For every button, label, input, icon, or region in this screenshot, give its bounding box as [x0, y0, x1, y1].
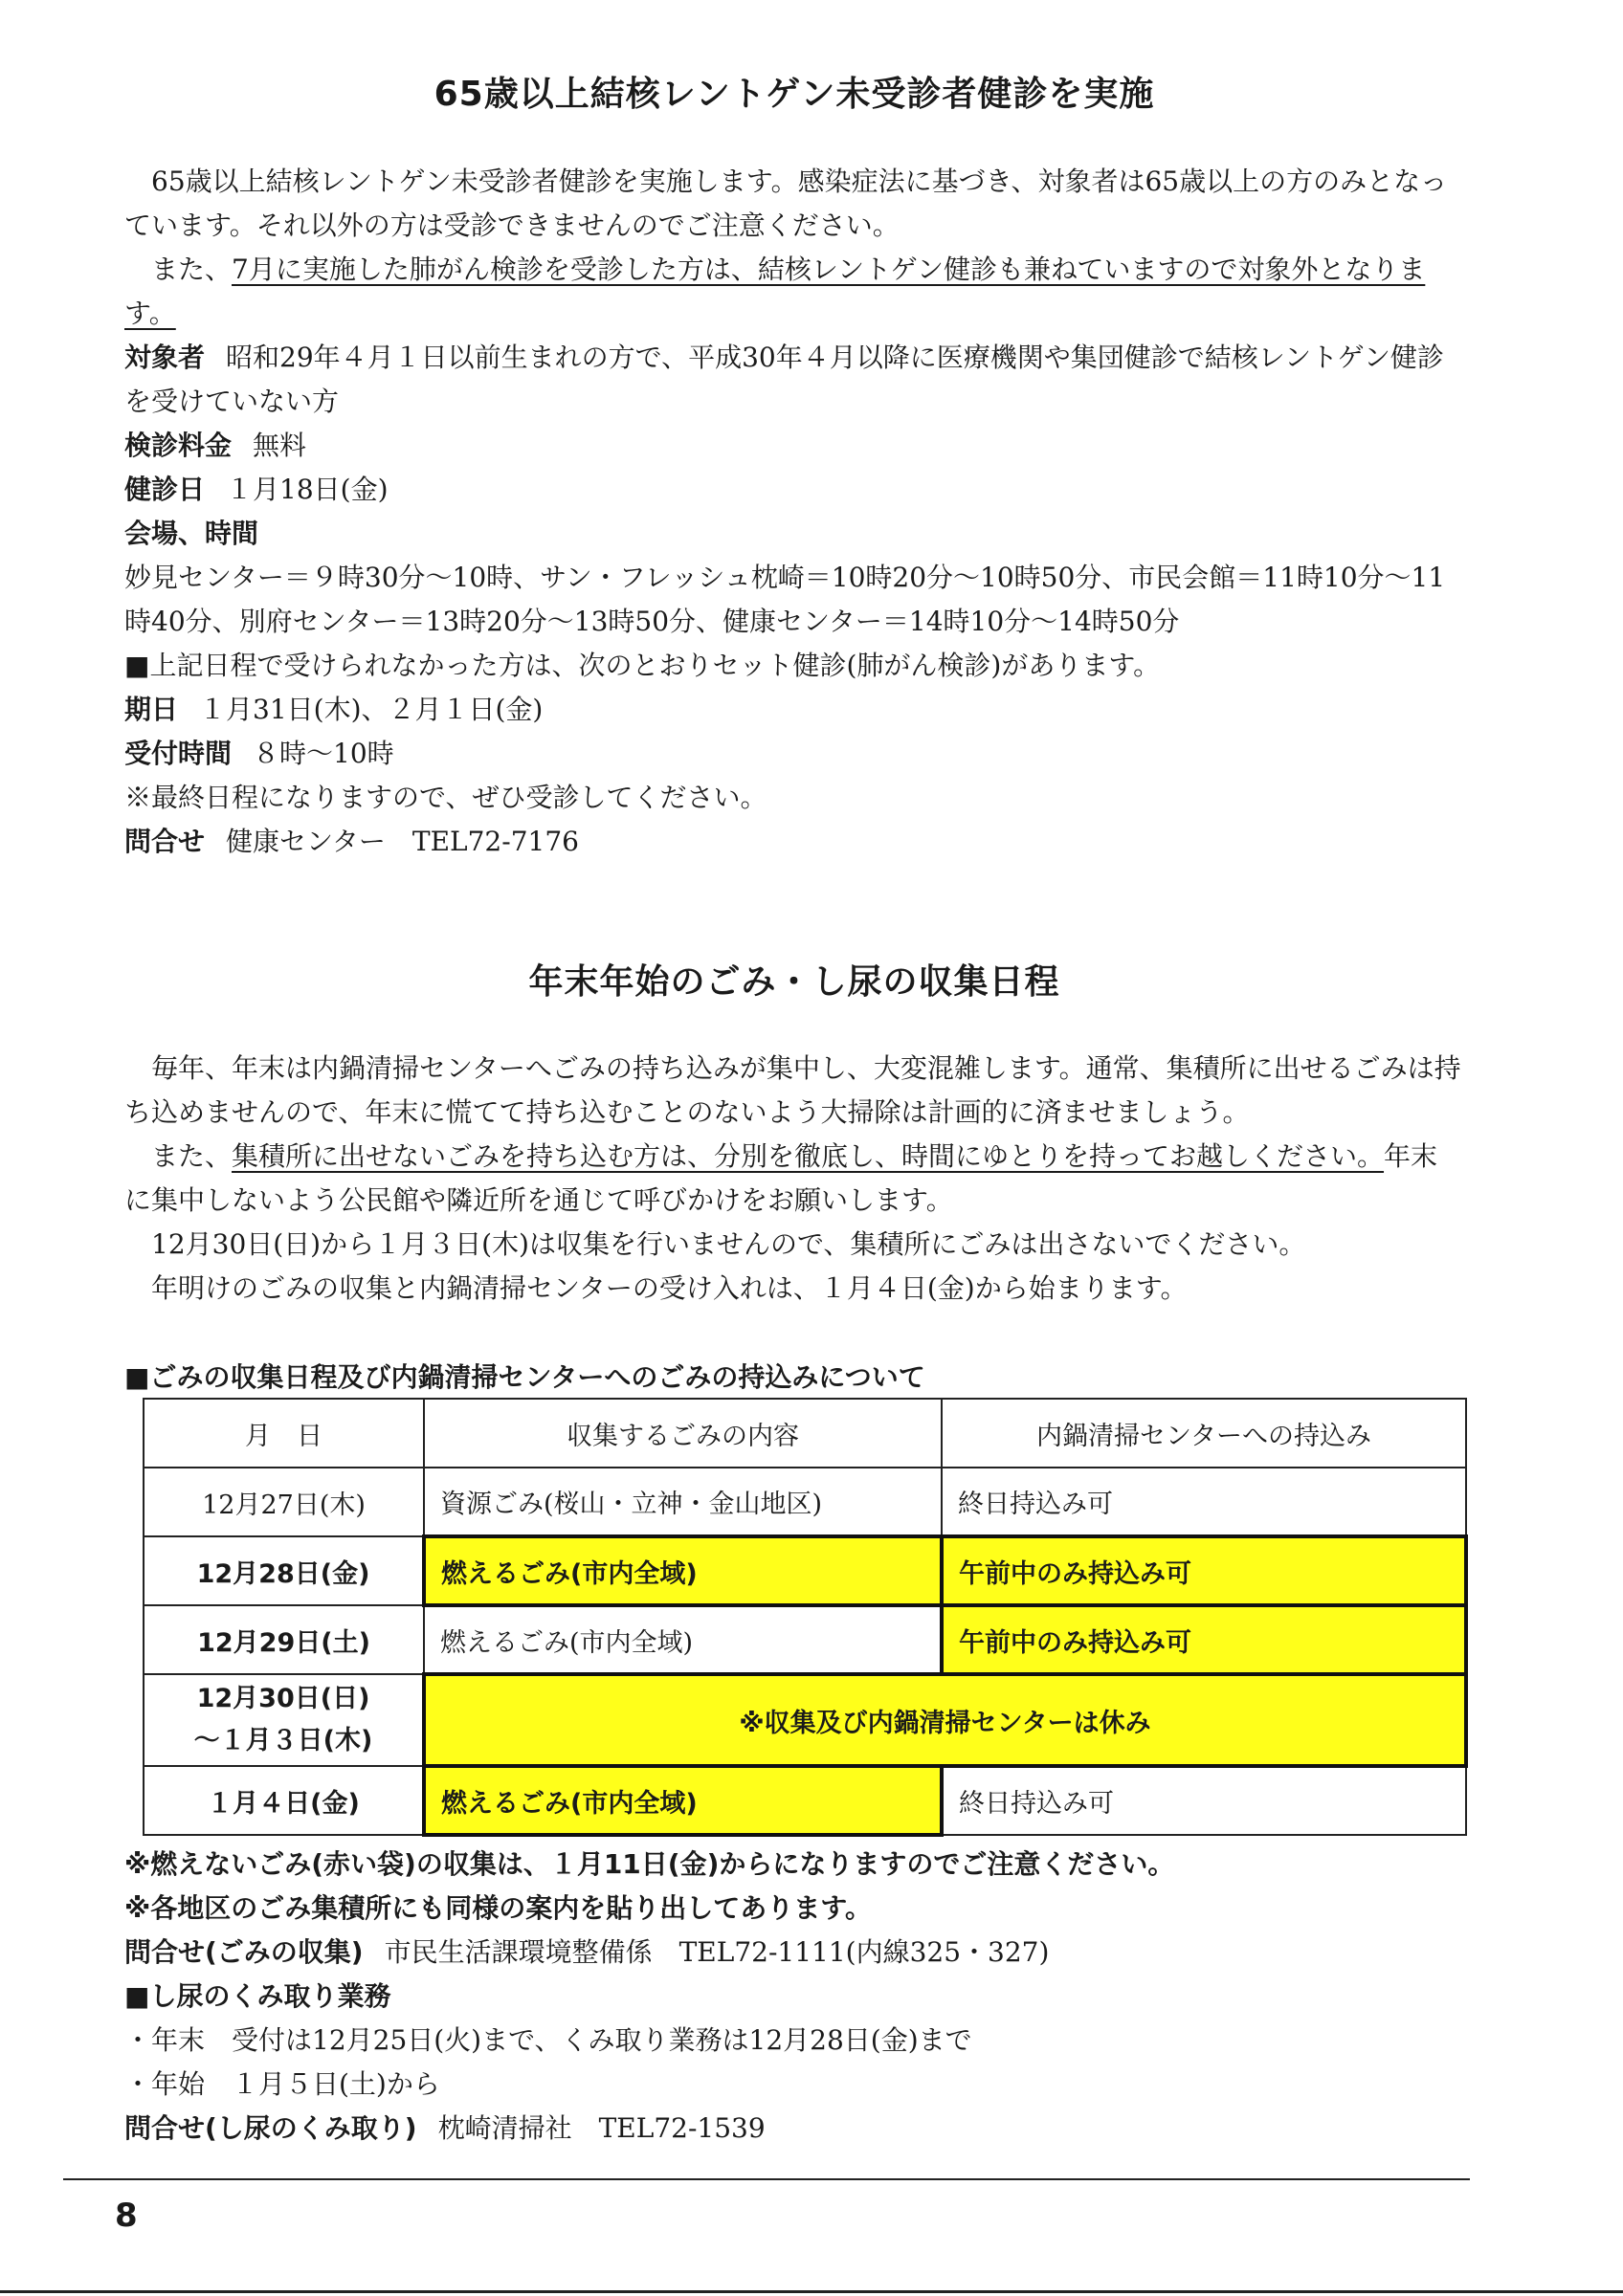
table-heading: ■ごみの収集日程及び内鍋清掃センターへのごみの持込みについて: [124, 1361, 925, 1393]
row-collection: 燃えるごみ(市内全域): [424, 1766, 942, 1835]
table-header-row: [144, 1399, 1466, 1468]
section2-para1: 毎年、年末は内鍋清掃センターへごみの持ち込みが集中し、大変混雑します。通常、集積所に出せるごみは持ち込めませんので、年末に慌てて持ち込むことのないよう大掃除は計画的に済ませましょう。: [124, 1052, 1461, 1128]
contact-text: 健康センター TEL72-7176: [226, 826, 579, 857]
row-date: 12月28日(金): [144, 1536, 424, 1605]
row-date: 12月30日(日) ～１月３日(木): [144, 1674, 424, 1766]
contact-nightsoil-row: [124, 2107, 1464, 2151]
note-posted: ※各地区のごみ集積所にも同様の案内を貼り出してあります。: [124, 1892, 872, 1924]
table-row: [144, 1536, 1466, 1605]
section2-body: [124, 1047, 1464, 1311]
date-text: １月18日(金): [226, 474, 389, 505]
contact-garbage-row: [124, 1931, 1464, 1975]
section2-para3: 12月30日(日)から１月３日(木)は収集を行いませんので、集積所にごみは出さないでください。: [151, 1228, 1306, 1260]
section2-footer: [124, 1843, 1464, 2151]
row-collection: 燃えるごみ(市内全域): [424, 1536, 942, 1605]
table-row: [144, 1468, 1466, 1536]
row-date: 12月29日(土): [144, 1605, 424, 1674]
period-text: １月31日(木)、２月１日(金): [199, 694, 544, 725]
contact-garbage-text: 市民生活課環境整備係 TEL72-1111(内線325・327): [384, 1936, 1050, 1968]
table-row: [144, 1674, 1466, 1766]
table-row: [144, 1605, 1466, 1674]
note-nonburnable: ※燃えないごみ(赤い袋)の収集は、１月11日(金)からになりますのでご注意ください。: [124, 1848, 1175, 1880]
contact-nightsoil-text: 枕崎清掃社 TEL72-1539: [437, 2112, 766, 2144]
collection-schedule-table: [143, 1398, 1468, 1837]
date-label: 健診日: [124, 474, 206, 505]
contact-garbage-label: 問合せ(ごみの収集): [124, 1936, 364, 1968]
header-dropoff: 内鍋清掃センターへの持込み: [942, 1399, 1466, 1468]
section2-para2: また、集積所に出せないごみを持ち込む方は、分別を徹底し、時間にゆとりを持ってお越しください。年末に集中しないよう公民館や隣近所を通じて呼びかけをお願いします。: [124, 1140, 1438, 1216]
underlined-notice: 7月に実施した肺がん検診を受診した方は、結核レントゲン健診も兼ねていますので対象外となります。: [124, 254, 1426, 329]
target-text: 昭和29年４月１日以前生まれの方で、平成30年４月以降に医療機関や集団健診で結核レントゲン健診を受けていない方: [124, 342, 1444, 417]
night-soil-heading: ■し尿のくみ取り業務: [124, 1980, 391, 2012]
section1-body: [124, 160, 1464, 864]
header-date: 月 日: [144, 1399, 424, 1468]
section1-intro: 65歳以上結核レントゲン未受診者健診を実施します。感染症法に基づき、対象者は65歳以上の方のみとなっています。それ以外の方は受診できませんのでご注意ください。: [124, 166, 1448, 241]
table-row: [144, 1766, 1466, 1835]
section1-title: 65歳以上結核レントゲン未受診者健診を実施: [434, 75, 1155, 114]
page-number: 8: [115, 2197, 138, 2235]
note-text: 上記日程で受けられなかった方は、次のとおりセット健診(肺がん検診)があります。: [149, 650, 1161, 681]
fee-row: [124, 424, 1464, 468]
reception-text: ８時～10時: [253, 738, 394, 769]
fee-text: 無料: [253, 430, 307, 461]
night-soil-item: ・年末 受付は12月25日(火)まで、くみ取り業務は12月28日(金)まで: [124, 2024, 972, 2056]
section1-notice: また、7月に実施した肺がん検診を受診した方は、結核レントゲン健診も兼ねていますので対象外となります。: [124, 254, 1426, 329]
row-dropoff: 終日持込み可: [942, 1468, 1466, 1536]
target-row: [124, 336, 1464, 424]
header-collection: 収集するごみの内容: [424, 1399, 942, 1468]
period-row: [124, 688, 1464, 732]
venue-text: 妙見センター＝９時30分～10時、サン・フレッシュ枕崎＝10時20分～10時50分、市民会館＝11時10分～11時40分、別府センター＝13時20分～13時50分、健康センター＝14時10分～14時50分: [124, 562, 1446, 637]
section2-para4: 年明けのごみの収集と内鍋清掃センターの受け入れは、１月４日(金)から始まります。: [151, 1272, 1188, 1304]
night-soil-item: ・年始 １月５日(土)から: [124, 2068, 440, 2100]
contact-nightsoil-label: 問合せ(し尿のくみ取り): [124, 2112, 417, 2144]
contact-label: 問合せ: [124, 826, 206, 857]
row-collection: 燃えるごみ(市内全域): [424, 1605, 942, 1674]
row-date: １月４日(金): [144, 1766, 424, 1835]
row-collection: 資源ごみ(桜山・立神・金山地区): [424, 1468, 942, 1536]
underlined-notice: 集積所に出せないごみを持ち込む方は、分別を徹底し、時間にゆとりを持ってお越しください。: [232, 1140, 1385, 1172]
row-merged-closed: ※収集及び内鍋清掃センターは休み: [424, 1674, 1466, 1766]
reception-row: [124, 732, 1464, 776]
row-dropoff: 午前中のみ持込み可: [942, 1605, 1466, 1674]
contact-row: [124, 820, 1464, 864]
square-bullet: ■: [124, 650, 150, 681]
note-row: [124, 644, 1464, 688]
row-dropoff: 午前中のみ持込み可: [942, 1536, 1466, 1605]
target-label: 対象者: [124, 342, 206, 373]
bottom-edge-line: [0, 2290, 1623, 2293]
section2-title: 年末年始のごみ・し尿の収集日程: [528, 962, 1060, 1002]
date-row: [124, 468, 1464, 512]
row-date: 12月27日(木): [144, 1468, 424, 1536]
footer-divider: [63, 2178, 1470, 2180]
final-note: ※最終日程になりますので、ぜひ受診してください。: [124, 782, 767, 813]
period-label: 期日: [124, 694, 179, 725]
reception-label: 受付時間: [124, 738, 233, 769]
row-dropoff: 終日持込み可: [942, 1766, 1466, 1835]
venue-label: 会場、時間: [124, 518, 259, 549]
fee-label: 検診料金: [124, 430, 233, 461]
